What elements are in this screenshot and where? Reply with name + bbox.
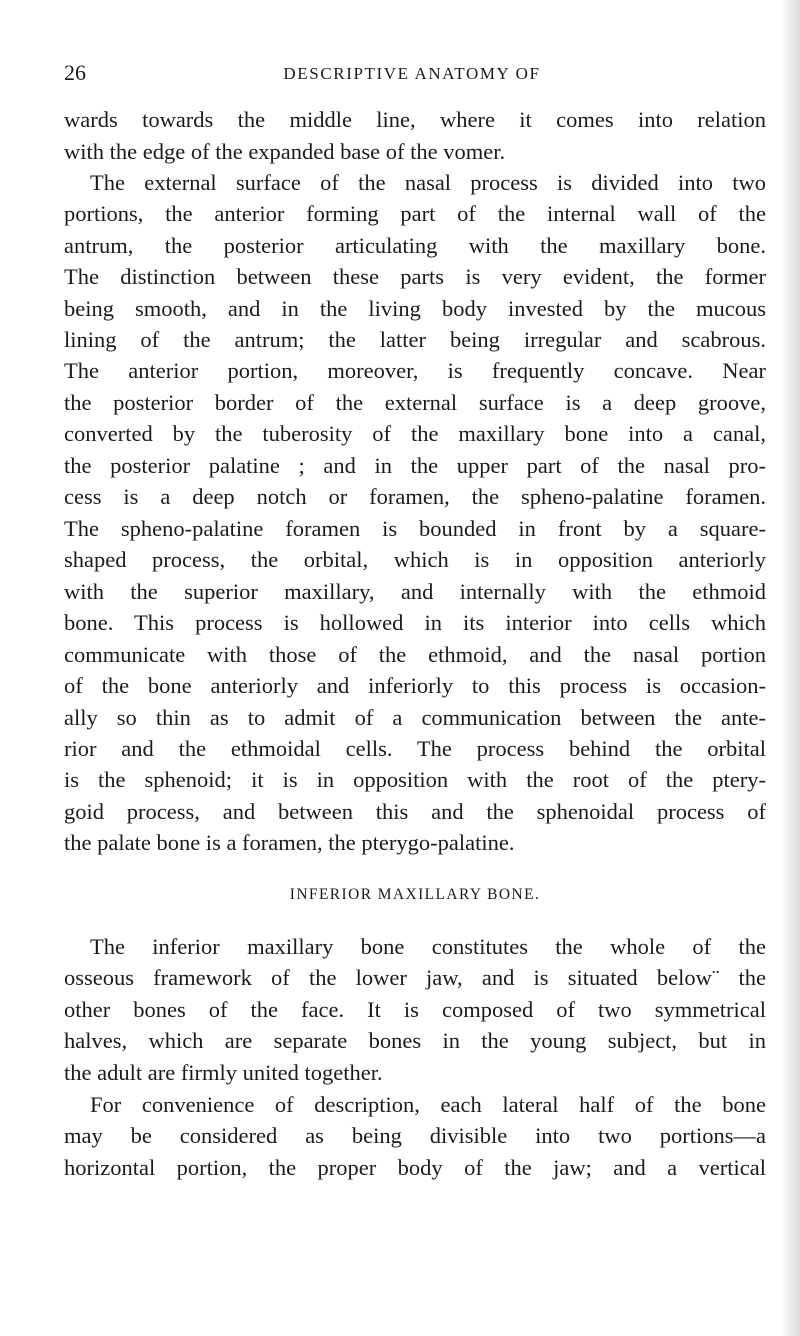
- page-header: [64, 58, 760, 88]
- text-line: osseous framework of the lower jaw, and is situated below¨ the: [64, 965, 766, 990]
- text-line: with the edge of the expanded base of the vomer.: [64, 139, 506, 164]
- text-line: ally so thin as to admit of a communication between the ante-: [64, 705, 766, 730]
- text-line: portions, the anterior forming part of the internal wall of the: [64, 201, 766, 226]
- text-line: antrum, the posterior articulating with the maxillary bone.: [64, 233, 766, 258]
- text-line: is the sphenoid; it is in opposition with the root of the ptery-: [64, 767, 766, 792]
- text-line: being smooth, and in the living body invested by the mucous: [64, 296, 766, 321]
- text-line: converted by the tuberosity of the maxillary bone into a canal,: [64, 421, 766, 446]
- text-line: rior and the ethmoidal cells. The process behind the orbital: [64, 736, 766, 761]
- text-line: horizontal portion, the proper body of the jaw; and a vertical: [64, 1155, 766, 1180]
- page-number: 26: [64, 60, 86, 85]
- page-edge-shadow: [780, 0, 800, 1336]
- text-line: The spheno-palatine foramen is bounded in front by a square-: [64, 516, 766, 541]
- text-line: the posterior border of the external surface is a deep groove,: [64, 390, 766, 415]
- text-line: shaped process, the orbital, which is in opposition anteriorly: [64, 547, 766, 572]
- text-line: with the superior maxillary, and internally with the ethmoid: [64, 579, 766, 604]
- text-line: lining of the antrum; the latter being irregular and scabrous.: [64, 327, 766, 352]
- running-head: DESCRIPTIVE ANATOMY OF: [283, 64, 541, 83]
- text-line: For convenience of description, each lateral half of the bone: [90, 1092, 766, 1117]
- text-line: cess is a deep notch or foramen, the spheno-palatine foramen.: [64, 484, 766, 509]
- text-line: The inferior maxillary bone constitutes the whole of the: [90, 934, 766, 959]
- text-line: goid process, and between this and the sphenoidal process of: [64, 799, 766, 824]
- section-heading: INFERIOR MAXILLARY BONE.: [289, 886, 541, 903]
- text-line: other bones of the face. It is composed of two symmetrical: [64, 997, 766, 1022]
- text-line: The anterior portion, moreover, is frequently concave. Near: [64, 358, 766, 383]
- text-line: of the bone anteriorly and inferiorly to this process is occasion-: [64, 673, 766, 698]
- text-line: the posterior palatine ; and in the upper part of the nasal pro-: [64, 453, 766, 478]
- text-line: wards towards the middle line, where it comes into relation: [64, 107, 766, 132]
- text-line: bone. This process is hollowed in its interior into cells which: [64, 610, 766, 635]
- text-line: the palate bone is a foramen, the pterygo-palatine.: [64, 830, 515, 855]
- text-line: may be considered as being divisible into two portions—a: [64, 1123, 766, 1148]
- text-line: The distinction between these parts is very evident, the former: [64, 264, 766, 289]
- text-line: the adult are firmly united together.: [64, 1060, 383, 1085]
- text-line: communicate with those of the ethmoid, and the nasal portion: [64, 642, 766, 667]
- text-line: halves, which are separate bones in the young subject, but in: [64, 1028, 766, 1053]
- text-line: The external surface of the nasal process is divided into two: [90, 170, 766, 195]
